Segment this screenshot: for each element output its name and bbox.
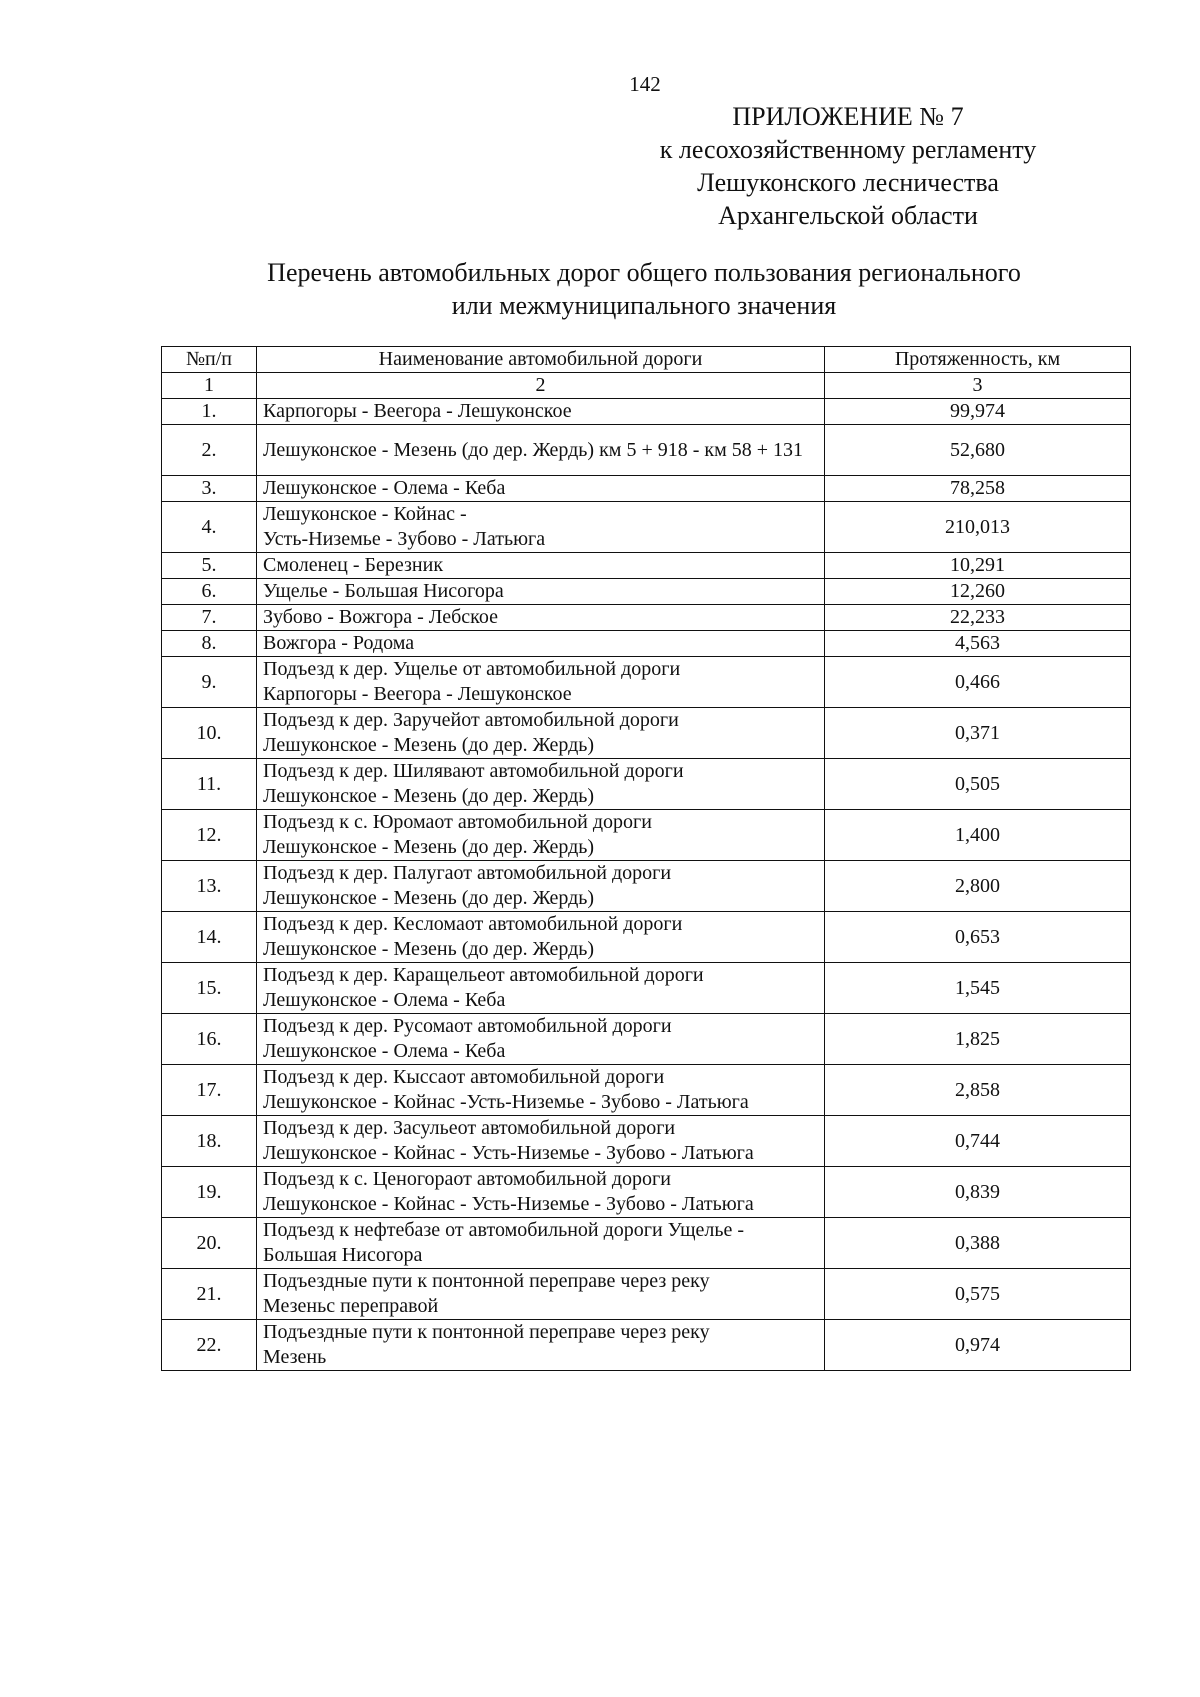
document-title-line: или межмуниципального значения [451, 291, 837, 320]
road-length: 0,839 [825, 1167, 1131, 1218]
road-name: Подъезд к дер. Палугаот автомобильной дороги Лешуконское - Мезень (до дер. Жердь) [257, 861, 825, 912]
road-name: Подъезд к дер. Ущелье от автомобильной дороги Карпогоры - Веегора - Лешуконское [257, 657, 825, 708]
appendix-line: Архангельской области [718, 201, 978, 230]
table-row [162, 502, 1131, 553]
road-name: Подъездные пути к понтонной переправе через реку Мезеньс переправой [257, 1269, 825, 1320]
road-length: 0,371 [825, 708, 1131, 759]
road-length: 1,825 [825, 1014, 1131, 1065]
road-name: Лешуконское - Олема - Кеба [257, 476, 825, 502]
road-name: Лешуконское - Мезень (до дер. Жердь) км 5 + 918 - км 58 + 131 [257, 425, 825, 476]
table-body [162, 399, 1131, 1371]
column-number: 3 [825, 373, 1131, 399]
appendix-heading [588, 100, 1108, 232]
road-length: 0,653 [825, 912, 1131, 963]
table-row [162, 1116, 1131, 1167]
row-number: 2. [162, 425, 257, 476]
table-header-row [162, 347, 1131, 373]
road-length: 2,800 [825, 861, 1131, 912]
column-number: 2 [257, 373, 825, 399]
road-name: Подъезд к с. Ценогораот автомобильной дороги Лешуконское - Койнас - Усть-Низемье - Зубово - Латьюга [257, 1167, 825, 1218]
road-length: 78,258 [825, 476, 1131, 502]
table-row [162, 1014, 1131, 1065]
row-number: 17. [162, 1065, 257, 1116]
road-length: 0,505 [825, 759, 1131, 810]
row-number: 13. [162, 861, 257, 912]
road-name: Подъездные пути к понтонной переправе через реку Мезень [257, 1320, 825, 1371]
table-row [162, 605, 1131, 631]
appendix-line: к лесохозяйственному регламенту [659, 135, 1037, 164]
road-length: 22,233 [825, 605, 1131, 631]
roads-table [161, 346, 1131, 1371]
row-number: 19. [162, 1167, 257, 1218]
table-row [162, 553, 1131, 579]
column-numbers-row [162, 373, 1131, 399]
road-length: 12,260 [825, 579, 1131, 605]
row-number: 1. [162, 399, 257, 425]
road-name: Карпогоры - Веегора - Лешуконское [257, 399, 825, 425]
row-number: 15. [162, 963, 257, 1014]
row-number: 10. [162, 708, 257, 759]
row-number: 11. [162, 759, 257, 810]
table-row [162, 657, 1131, 708]
document-title [160, 256, 1128, 322]
row-number: 14. [162, 912, 257, 963]
table-row [162, 579, 1131, 605]
table-row [162, 1065, 1131, 1116]
road-length: 2,858 [825, 1065, 1131, 1116]
road-name: Подъезд к дер. Шилявают автомобильной дороги Лешуконское - Мезень (до дер. Жердь) [257, 759, 825, 810]
road-name: Подъезд к дер. Кесломаот автомобильной дороги Лешуконское - Мезень (до дер. Жердь) [257, 912, 825, 963]
road-length: 0,466 [825, 657, 1131, 708]
road-name: Подъезд к дер. Кыссаот автомобильной дороги Лешуконское - Койнас -Усть-Низемье - Зубово - Латьюга [257, 1065, 825, 1116]
road-name: Смоленец - Березник [257, 553, 825, 579]
table-row [162, 708, 1131, 759]
road-name: Вожгора - Родома [257, 631, 825, 657]
header-number: №п/п [162, 347, 257, 373]
table-row [162, 759, 1131, 810]
road-length: 1,400 [825, 810, 1131, 861]
table-row [162, 1218, 1131, 1269]
road-name: Подъезд к дер. Каращельеот автомобильной дороги Лешуконское - Олема - Кеба [257, 963, 825, 1014]
road-name: Зубово - Вожгора - Лебское [257, 605, 825, 631]
table-row [162, 1320, 1131, 1371]
road-name: Подъезд к дер. Заручейот автомобильной дороги Лешуконское - Мезень (до дер. Жердь) [257, 708, 825, 759]
row-number: 21. [162, 1269, 257, 1320]
table-row [162, 476, 1131, 502]
road-length: 1,545 [825, 963, 1131, 1014]
row-number: 22. [162, 1320, 257, 1371]
row-number: 8. [162, 631, 257, 657]
table-row [162, 963, 1131, 1014]
row-number: 7. [162, 605, 257, 631]
road-name: Подъезд к нефтебазе от автомобильной дороги Ущелье - Большая Нисогора [257, 1218, 825, 1269]
header-length: Протяженность, км [825, 347, 1131, 373]
table-row [162, 912, 1131, 963]
table-row [162, 399, 1131, 425]
table-row [162, 1167, 1131, 1218]
row-number: 12. [162, 810, 257, 861]
road-name: Подъезд к дер. Русомаот автомобильной дороги Лешуконское - Олема - Кеба [257, 1014, 825, 1065]
row-number: 4. [162, 502, 257, 553]
road-length: 0,974 [825, 1320, 1131, 1371]
header-road-name: Наименование автомобильной дороги [257, 347, 825, 373]
table-row [162, 425, 1131, 476]
road-length: 4,563 [825, 631, 1131, 657]
page-number: 142 [629, 72, 661, 96]
road-length: 99,974 [825, 399, 1131, 425]
road-length: 0,575 [825, 1269, 1131, 1320]
row-number: 9. [162, 657, 257, 708]
road-length: 0,388 [825, 1218, 1131, 1269]
row-number: 5. [162, 553, 257, 579]
row-number: 16. [162, 1014, 257, 1065]
row-number: 6. [162, 579, 257, 605]
appendix-line: Лешуконского лесничества [697, 168, 999, 197]
road-name: Подъезд к дер. Засульеот автомобильной дороги Лешуконское - Койнас - Усть-Низемье - Зубово - Латьюга [257, 1116, 825, 1167]
table-row [162, 631, 1131, 657]
document-title-line: Перечень автомобильных дорог общего пользования регионального [267, 258, 1021, 287]
road-name: Подъезд к с. Юромаот автомобильной дороги Лешуконское - Мезень (до дер. Жердь) [257, 810, 825, 861]
column-number: 1 [162, 373, 257, 399]
table-row [162, 1269, 1131, 1320]
road-length: 210,013 [825, 502, 1131, 553]
row-number: 18. [162, 1116, 257, 1167]
row-number: 3. [162, 476, 257, 502]
appendix-title: ПРИЛОЖЕНИЕ № 7 [732, 102, 964, 131]
road-name: Ущелье - Большая Нисогора [257, 579, 825, 605]
table-row [162, 810, 1131, 861]
row-number: 20. [162, 1218, 257, 1269]
table-row [162, 861, 1131, 912]
road-length: 0,744 [825, 1116, 1131, 1167]
road-name: Лешуконское - Койнас - Усть-Низемье - Зубово - Латьюга [257, 502, 825, 553]
road-length: 52,680 [825, 425, 1131, 476]
road-length: 10,291 [825, 553, 1131, 579]
